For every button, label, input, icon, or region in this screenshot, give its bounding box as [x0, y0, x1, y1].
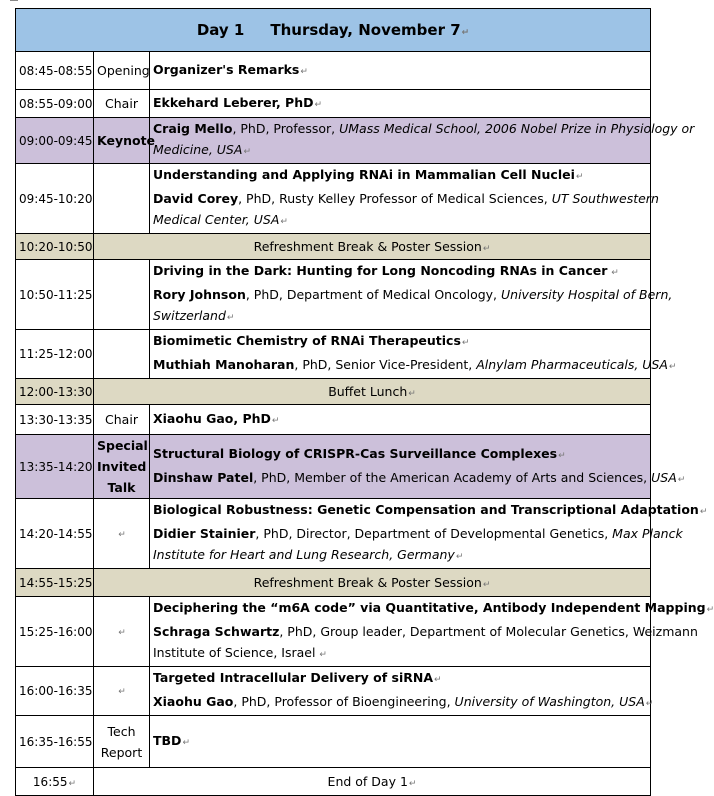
speaker-detail: , PhD, Professor of Bioengineering, — [233, 694, 455, 709]
schedule-table — [15, 8, 714, 796]
talk-title: Deciphering the “m6A code” via Quantitative, Antibody Independent Mapping — [153, 600, 706, 615]
time-cell: 08:45-08:55 — [16, 52, 94, 90]
event-label: End of Day 1 — [327, 774, 408, 789]
speaker-name: Dinshaw Patel — [153, 469, 254, 485]
time-cell: 10:50-11:25 — [16, 260, 94, 330]
role-cell: Opening — [94, 52, 150, 90]
table-row — [16, 234, 651, 260]
role-cell: ↵ — [94, 499, 150, 569]
session-cell: TBD↵ — [150, 716, 651, 768]
talk-title: Biological Robustness: Genetic Compensation and Transcriptional Adaptation — [153, 502, 699, 517]
speaker-name: David Corey — [153, 191, 239, 206]
speaker-affiliation: UT Southwestern — [551, 191, 659, 206]
time-cell: 10:20-10:50 — [16, 234, 94, 260]
speaker-detail-cont: Institute of Science, Israel — [153, 645, 316, 660]
role-cell — [94, 260, 150, 330]
page-corner-mark — [10, 0, 18, 1]
speaker-affiliation-cont: Medicine, USA — [153, 142, 243, 157]
talk-title: TBD — [153, 732, 182, 748]
table-row — [16, 435, 651, 499]
session-cell: Craig Mello, PhD, Professor, UMass Medical School, 2006 Nobel Prize in Physiology or Medicine, USA↵ — [150, 118, 651, 164]
speaker-affiliation-cont: Switzerland — [153, 308, 226, 323]
time-cell: 16:00-16:35 — [16, 667, 94, 716]
chair-name: Ekkehard Leberer, PhD — [153, 94, 314, 110]
event-label: Refreshment Break & Poster Session — [253, 575, 482, 590]
time-cell: 11:25-12:00 — [16, 330, 94, 379]
talk-title: Targeted Intracellular Delivery of siRNA — [153, 670, 433, 685]
time-cell: 08:55-09:00 — [16, 90, 94, 118]
speaker-affiliation: University Hospital of Bern, — [501, 287, 673, 302]
role-cell: Chair — [94, 90, 150, 118]
role-label: Keynote — [97, 133, 156, 148]
table-row — [16, 768, 651, 796]
role-label: Special — [97, 438, 148, 453]
role-cell — [94, 716, 150, 768]
speaker-affiliation-cont: Medical Center, USA — [153, 212, 280, 227]
table-row — [16, 716, 651, 768]
table-row — [16, 52, 651, 90]
time-cell: 13:30-13:35 — [16, 405, 94, 435]
chair-name: Xiaohu Gao, PhD — [153, 410, 271, 426]
session-cell: Biomimetic Chemistry of RNAi Therapeutics↵ Muthiah Manoharan, PhD, Senior Vice-President, Alnylam Pharmaceuticals, USA↵ — [150, 330, 651, 379]
role-cell: ↵ — [94, 667, 150, 716]
speaker-name: Rory Johnson — [153, 287, 246, 302]
session-cell: Xiaohu Gao, PhD↵ — [150, 405, 651, 435]
session-cell: Biological Robustness: Genetic Compensation and Transcriptional Adaptation↵ Didier Stainier, PhD, Director, Department of Developmental Genetics, Max Planck Institute for Heart and Lung Research, Germany↵ — [150, 499, 651, 569]
time-cell: 12:00-13:30 — [16, 379, 94, 405]
speaker-detail: , PhD, Rusty Kelley Professor of Medical Sciences, — [238, 191, 552, 206]
speaker-detail: , PhD, Director, Department of Developmental Genetics, — [255, 526, 613, 541]
session-cell: Understanding and Applying RNAi in Mammalian Cell Nuclei↵ David Corey, PhD, Rusty Kelley Professor of Medical Sciences, UT Southwestern Medical Center, USA↵ — [150, 164, 651, 234]
event-cell: Refreshment Break & Poster Session↵ — [94, 234, 651, 260]
role-cell — [94, 164, 150, 234]
talk-title: Driving in the Dark: Hunting for Long Noncoding RNAs in Cancer — [153, 263, 608, 278]
session-cell: Targeted Intracellular Delivery of siRNA↵ Xiaohu Gao, PhD, Professor of Bioengineering, University of Washington, USA↵ — [150, 667, 651, 716]
day-date: Thursday, November 7 — [270, 21, 461, 39]
role-label: Tech — [107, 723, 136, 739]
table-row — [16, 405, 651, 435]
table-row — [16, 667, 651, 716]
session-cell: Structural Biology of CRISPR-Cas Surveillance Complexes↵ Dinshaw Patel, PhD, Member of the American Academy of Arts and Sciences, USA↵ — [150, 435, 651, 499]
speaker-name: Craig Mello — [153, 121, 233, 136]
time-cell: 14:55-15:25 — [16, 569, 94, 597]
session-cell: Organizer's Remarks↵ — [150, 52, 651, 90]
role-cell — [94, 330, 150, 379]
event-cell: Refreshment Break & Poster Session↵ — [94, 569, 651, 597]
speaker-name: Muthiah Manoharan — [153, 357, 295, 372]
speaker-affiliation: Alnylam Pharmaceuticals, USA — [476, 357, 668, 372]
talk-title: Understanding and Applying RNAi in Mammalian Cell Nuclei — [153, 167, 575, 182]
session-cell: Driving in the Dark: Hunting for Long Noncoding RNAs in Cancer ↵ Rory Johnson, PhD, Department of Medical Oncology, University Hospital of Bern, Switzerland↵ — [150, 260, 651, 330]
day-header: Day 1 Thursday, November 7↵ — [16, 9, 651, 52]
talk-title: Structural Biology of CRISPR-Cas Surveillance Complexes — [153, 445, 558, 461]
table-row — [16, 118, 651, 164]
speaker-affiliation: USA — [651, 469, 677, 485]
role-label: Invited — [97, 459, 147, 474]
table-row — [16, 90, 651, 118]
speaker-affiliation: Max Planck — [612, 526, 683, 541]
role-cell — [94, 118, 156, 164]
time-cell: 09:00-09:45 — [16, 118, 94, 164]
table-row — [16, 499, 651, 569]
time-cell: 16:35-16:55 — [16, 716, 94, 768]
speaker-name: Didier Stainier — [153, 526, 256, 541]
talk-title: Biomimetic Chemistry of RNAi Therapeutics — [153, 333, 461, 348]
table-row — [16, 260, 651, 330]
speaker-detail: , PhD, Group leader, Department of Molecular Genetics, Weizmann — [279, 624, 698, 639]
time-cell: 14:20-14:55 — [16, 499, 94, 569]
event-cell: Buffet Lunch↵ — [94, 379, 651, 405]
role-cell: ↵ — [94, 597, 150, 667]
day-header-row — [16, 9, 651, 52]
time-cell: 09:45-10:20 — [16, 164, 94, 234]
table-row — [16, 330, 651, 379]
speaker-name: Schraga Schwartz — [153, 624, 280, 639]
speaker-detail: , PhD, Professor, — [232, 121, 340, 136]
session-title: Organizer's Remarks — [153, 61, 300, 77]
table-row — [16, 164, 651, 234]
time-cell: 15:25-16:00 — [16, 597, 94, 667]
speaker-detail: , PhD, Department of Medical Oncology, — [245, 287, 502, 302]
table-row — [16, 597, 651, 667]
time-label: 16:55 — [32, 774, 68, 789]
role-label: Report — [100, 744, 143, 760]
time-cell: 16:55↵ — [16, 768, 94, 796]
speaker-affiliation: University of Washington, USA — [454, 694, 645, 709]
table-row — [16, 569, 651, 597]
time-cell: 13:35-14:20 — [16, 435, 94, 499]
session-cell: Ekkehard Leberer, PhD↵ — [150, 90, 651, 118]
event-label: Buffet Lunch — [328, 384, 408, 399]
event-label: Refreshment Break & Poster Session — [253, 239, 482, 254]
session-cell: Deciphering the “m6A code” via Quantitative, Antibody Independent Mapping↵ Schraga Schwartz, PhD, Group leader, Department of Molecular Genetics, Weizmann Institute of Science, Israel ↵ — [150, 597, 651, 667]
table-row — [16, 379, 651, 405]
speaker-affiliation: UMass Medical School, 2006 Nobel Prize in Physiology or — [339, 121, 695, 136]
speaker-detail: , PhD, Member of the American Academy of Arts and Sciences, — [253, 469, 652, 485]
role-label: Talk — [107, 480, 136, 495]
role-cell — [94, 435, 150, 499]
speaker-name: Xiaohu Gao — [153, 694, 234, 709]
speaker-detail: , PhD, Senior Vice-President, — [294, 357, 477, 372]
event-cell: End of Day 1↵ — [94, 768, 651, 796]
speaker-affiliation-cont: Institute for Heart and Lung Research, Germany — [153, 547, 455, 562]
day-label: Day 1 — [196, 21, 245, 39]
role-cell: Chair — [94, 405, 150, 435]
